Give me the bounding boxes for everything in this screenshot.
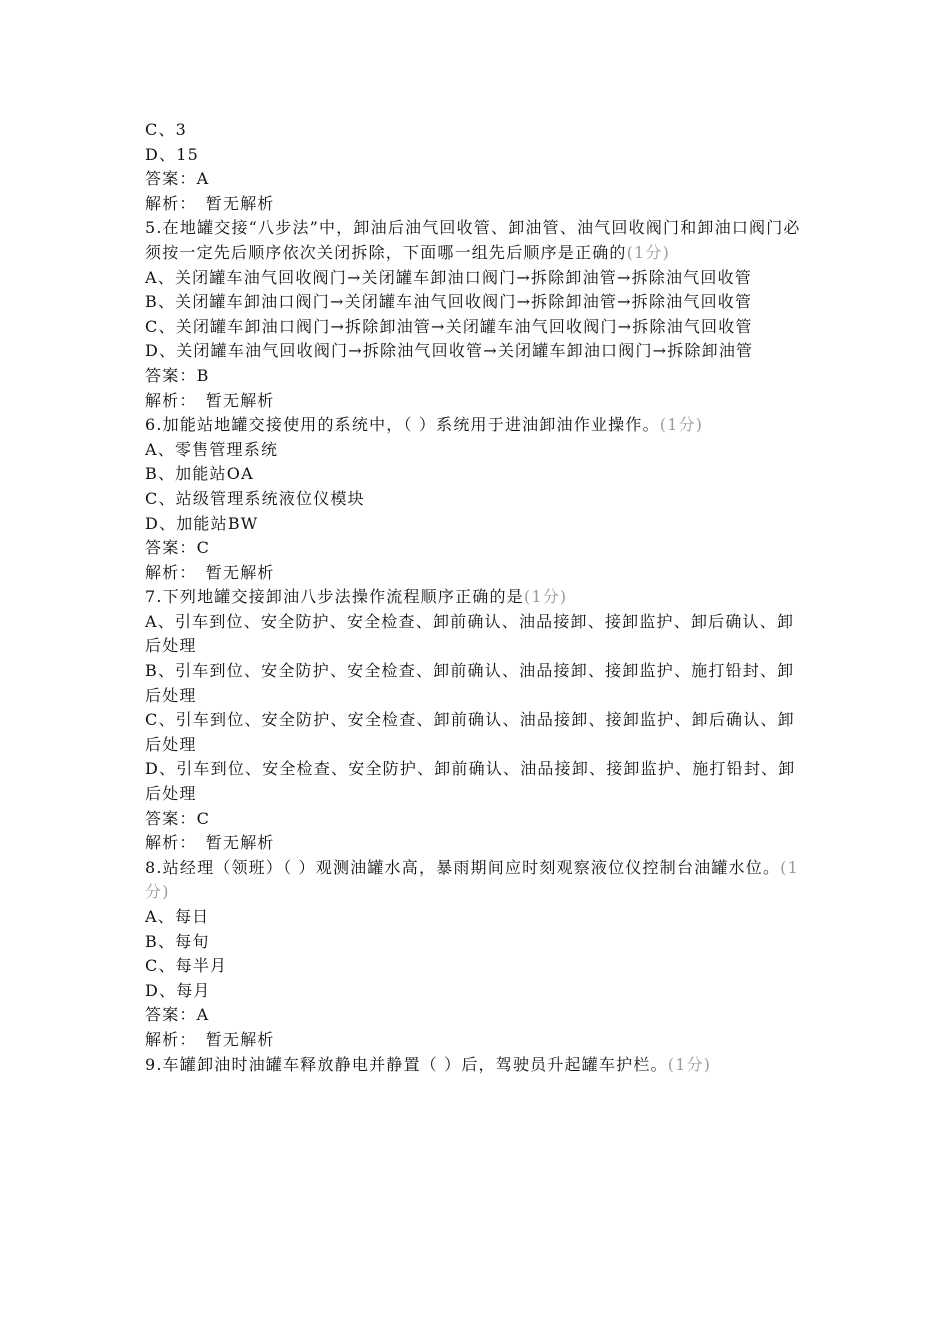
question-score: (1分) — [145, 857, 799, 902]
question-6 — [145, 413, 810, 585]
analysis: 解析： 暂无解析 — [145, 390, 275, 410]
question-score: (1分) — [659, 415, 704, 435]
question-text: 8.站经理（领班）（ ）观测油罐水高，暴雨期间应时刻观察液位仪控制台油罐水位。 — [145, 857, 781, 877]
option-c: C、站级管理系统液位仪模块 — [145, 488, 365, 508]
question-9 — [145, 1053, 810, 1078]
question-7 — [145, 585, 810, 856]
question-8 — [145, 856, 810, 1053]
option-d: D、加能站BW — [145, 513, 259, 533]
option-d: D、15 — [145, 144, 199, 164]
option-b: B、引车到位、安全防护、安全检查、卸前确认、油品接卸、接卸监护、施打铅封、卸后处理 — [145, 661, 795, 705]
analysis: 解析： 暂无解析 — [145, 193, 275, 213]
answer: 答案：C — [145, 538, 211, 558]
option-c: C、每半月 — [145, 956, 228, 976]
exam-page — [145, 118, 810, 1077]
option-d: D、引车到位、安全检查、安全防护、卸前确认、油品接卸、接卸监护、施打铅封、卸后处理 — [145, 759, 796, 804]
question-score: (1分) — [667, 1054, 712, 1074]
question-score: (1分) — [523, 587, 568, 607]
answer: 答案：A — [145, 169, 210, 189]
option-d: D、关闭罐车油气回收阀门→拆除油气回收管→关闭罐车卸油口阀门→拆除卸油管 — [145, 341, 754, 361]
option-c: C、引车到位、安全防护、安全检查、卸前确认、油品接卸、接卸监护、卸后确认、卸后处理 — [145, 710, 795, 754]
option-a: A、零售管理系统 — [145, 439, 279, 459]
analysis: 解析： 暂无解析 — [145, 562, 275, 582]
option-a: A、引车到位、安全防护、安全检查、卸前确认、油品接卸、接卸监护、卸后确认、卸后处理 — [145, 611, 795, 656]
answer: 答案：B — [145, 365, 210, 385]
analysis: 解析： 暂无解析 — [145, 1029, 275, 1049]
option-d: D、每月 — [145, 980, 211, 1000]
question-stem — [145, 1053, 810, 1078]
option-a: A、每日 — [145, 907, 210, 926]
question-text: 6.加能站地罐交接使用的系统中，（ ）系统用于进油卸油作业操作。 — [145, 415, 660, 435]
question-stem — [145, 216, 810, 265]
question-text: 5.在地罐交接“八步法”中，卸油后油气回收管、卸油管、油气回收阀门和卸油口阀门必须按一定先后顺序依次关闭拆除，下面哪一组先后顺序是正确的 — [145, 218, 801, 262]
option-c: C、3 — [145, 120, 188, 139]
option-b: B、加能站OA — [145, 464, 254, 484]
question-stem — [145, 856, 810, 905]
answer: 答案：C — [145, 808, 211, 828]
question-5 — [145, 216, 810, 413]
option-b: B、每旬 — [145, 931, 210, 951]
option-b: B、关闭罐车卸油口阀门→关闭罐车油气回收阀门→拆除卸油管→拆除油气回收管 — [145, 292, 753, 312]
question-stem — [145, 413, 810, 438]
question-text: 7.下列地罐交接卸油八步法操作流程顺序正确的是 — [145, 587, 524, 607]
option-a: A、关闭罐车油气回收阀门→关闭罐车卸油口阀门→拆除卸油管→拆除油气回收管 — [145, 267, 752, 287]
question-stem — [145, 585, 810, 610]
option-c: C、关闭罐车卸油口阀门→拆除卸油管→关闭罐车油气回收阀门→拆除油气回收管 — [145, 316, 753, 336]
answer: 答案：A — [145, 1005, 210, 1025]
question-text: 9.车罐卸油时油罐车释放静电并静置（ ）后，驾驶员升起罐车护栏。 — [145, 1054, 668, 1074]
analysis: 解析： 暂无解析 — [145, 833, 275, 853]
question-score: (1分) — [626, 242, 671, 262]
